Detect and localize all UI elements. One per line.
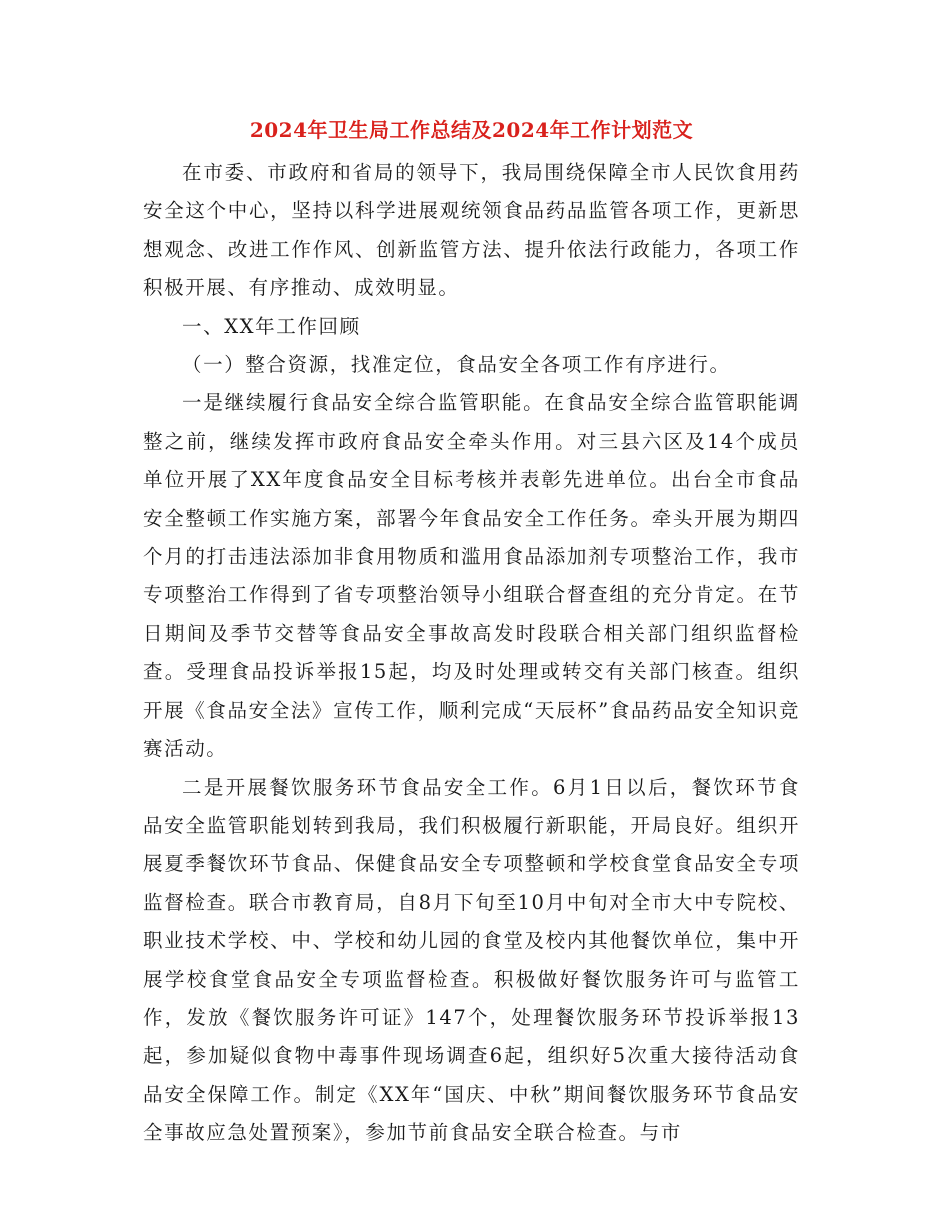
paragraph-item-1: 一是继续履行食品安全综合监管职能。在食品安全综合监管职能调整之前，继续发挥市政府食品安全牵头作用。对三县六区及14个成员单位开展了XX年度食品安全目标考核并表彰先进单位。出台全市食品安全整顿工作实施方案，部署今年食品安全工作任务。牵头开展为期四个月的打击违法添加非食用物质和滥用食品添加剂专项整治工作，我市专项整治工作得到了省专项整治领导小组联合督查组的充分肯定。在节日期间及季节交替等食品安全事故高发时段联合相关部门组织监督检查。受理食品投诉举报15起，均及时处理或转交有关部门核查。组织开展《食品安全法》宣传工作，顺利完成“天辰杯”食品药品安全知识竞赛活动。 bbox=[143, 391, 800, 761]
subsection-heading-1: （一）整合资源，找准定位，食品安全各项工作有序进行。 bbox=[182, 353, 731, 377]
document-title: 2024年卫生局工作总结及2024年工作计划范文 bbox=[249, 118, 694, 142]
section-heading-review: 一、XX年工作回顾 bbox=[182, 314, 361, 338]
paragraph-item-2: 二是开展餐饮服务环节食品安全工作。6月1日以后，餐饮环节食品安全监管职能划转到我局，我们积极履行新职能，开局良好。组织开展夏季餐饮环节食品、保健食品安全专项整顿和学校食堂食品安全专项监督检查。联合市教育局，自8月下旬至10月中旬对全市大中专院校、职业技术学校、中、学校和幼儿园的食堂及校内其他餐饮单位，集中开展学校食堂食品安全专项监督检查。积极做好餐饮服务许可与监管工作，发放《餐饮服务许可证》147个，处理餐饮服务环节投诉举报13起，参加疑似食物中毒事件现场调查6起，组织好5次重大接待活动食品安全保障工作。制定《XX年“国庆、中秋”期间餐饮服务环节食品安全事故应急处置预案》，参加节前食品安全联合检查。与市 bbox=[143, 775, 800, 1145]
paragraph-intro: 在市委、市政府和省局的领导下，我局围绕保障全市人民饮食用药安全这个中心，坚持以科学进展观统领食品药品监管各项工作，更新思想观念、改进工作作风、创新监管方法、提升依法行政能力，各项工作积极开展、有序推动、成效明显。 bbox=[143, 161, 800, 300]
